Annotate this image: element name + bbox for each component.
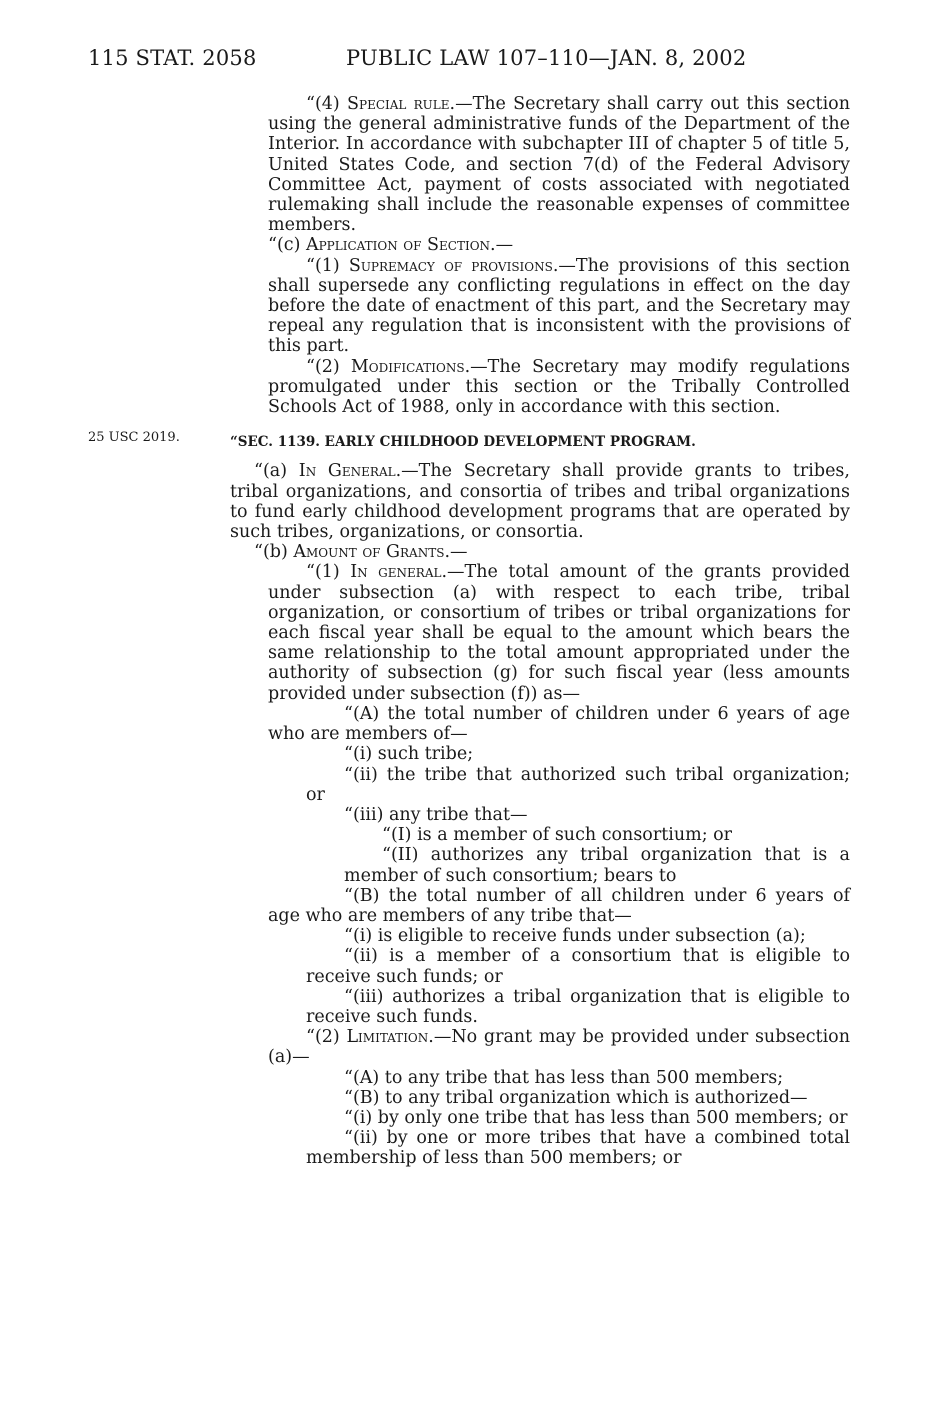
subparagraph-b2B: “(B) to any tribal organization which is authorized—	[344, 1087, 808, 1108]
subsection-c-heading: “(c) Application of Section.—	[268, 235, 514, 256]
paragraph-special-rule: “(4) Special rule.—The Secretary shall carry out this section using the general administrative funds of the Department of the Interior. In accordance with subchapter III of chapter 5 of title 5, United States Code, and section 7(d) of the Federal Advisory Committee Act, payment of costs associated with negotiated rulemaking shall include the reasonable expenses of committee members.	[268, 94, 850, 236]
clause-b1Aii: “(ii) the tribe that authorized such tribal organization; or	[306, 764, 850, 805]
clause-b1Biii: “(iii) authorizes a tribal organization that is eligible to receive such funds.	[306, 986, 850, 1027]
paragraph-limitation: “(2) Limitation.—No grant may be provided under subsection (a)—	[268, 1027, 850, 1068]
clause-b2Bi: “(i) by only one tribe that has less than 500 members; or	[344, 1107, 848, 1128]
statute-page-number: 115 STAT. 2058	[88, 46, 257, 70]
subsection-a: “(a) In General.—The Secretary shall provide grants to tribes, tribal organizations, and consortia of tribes and tribal organizations to fund early childhood development programs that are operated by such tribes, organizations, or consortia.	[230, 461, 850, 543]
usc-margin-note: 25 USC 2019.	[88, 430, 180, 445]
paragraph-b1: “(1) In general.—The total amount of the grants provided under subsection (a) with respect to each tribe, tribal organization, or consortium of tribes or tribal organizations for each fiscal year shall be equal to the amount which bears the same relationship to the total amount appropriated under the authority of subsection (g) for such fiscal year (less amounts provided under subsection (f)) as—	[268, 562, 850, 704]
subclause-b1AiiiI: “(I) is a member of such consortium; or	[382, 825, 733, 846]
public-law-citation: PUBLIC LAW 107–110—JAN. 8, 2002	[346, 46, 747, 70]
subparagraph-b1B: “(B) the total number of all children under 6 years of age who are members of any tribe that—	[268, 885, 850, 926]
clause-b1Aiii: “(iii) any tribe that—	[344, 804, 528, 825]
page-header	[88, 46, 848, 76]
subsection-b-heading: “(b) Amount of Grants.—	[254, 542, 468, 563]
subparagraph-b2A: “(A) to any tribe that has less than 500 members;	[344, 1067, 784, 1088]
clause-b1Bi: “(i) is eligible to receive funds under subsection (a);	[344, 926, 806, 947]
subclause-b1AiiiII: “(II) authorizes any tribal organization that is a member of such consortium; bears to	[344, 845, 850, 886]
clause-b1Bii: “(ii) is a member of a consortium that is eligible to receive such funds; or	[306, 946, 850, 987]
paragraph-supremacy: “(1) Supremacy of provisions.—The provisions of this section shall supersede any conflicting regulations in effect on the day before the date of enactment of this part, and the Secretary may repeal any regulation that is inconsistent with the provisions of this part.	[268, 255, 850, 357]
clause-b1Ai: “(i) such tribe;	[344, 744, 474, 765]
subparagraph-b1A: “(A) the total number of children under 6 years of age who are members of—	[268, 703, 850, 745]
section-heading: “SEC. 1139. EARLY CHILDHOOD DEVELOPMENT PROGRAM.	[230, 434, 696, 451]
paragraph-modifications: “(2) Modifications.—The Secretary may modify regulations promulgated under this section or the Tribally Controlled Schools Act of 1988, only in accordance with this section.	[268, 356, 850, 418]
statute-body	[230, 94, 850, 1169]
clause-b2Bii: “(ii) by one or more tribes that have a combined total membership of less than 500 members; or	[306, 1128, 850, 1169]
